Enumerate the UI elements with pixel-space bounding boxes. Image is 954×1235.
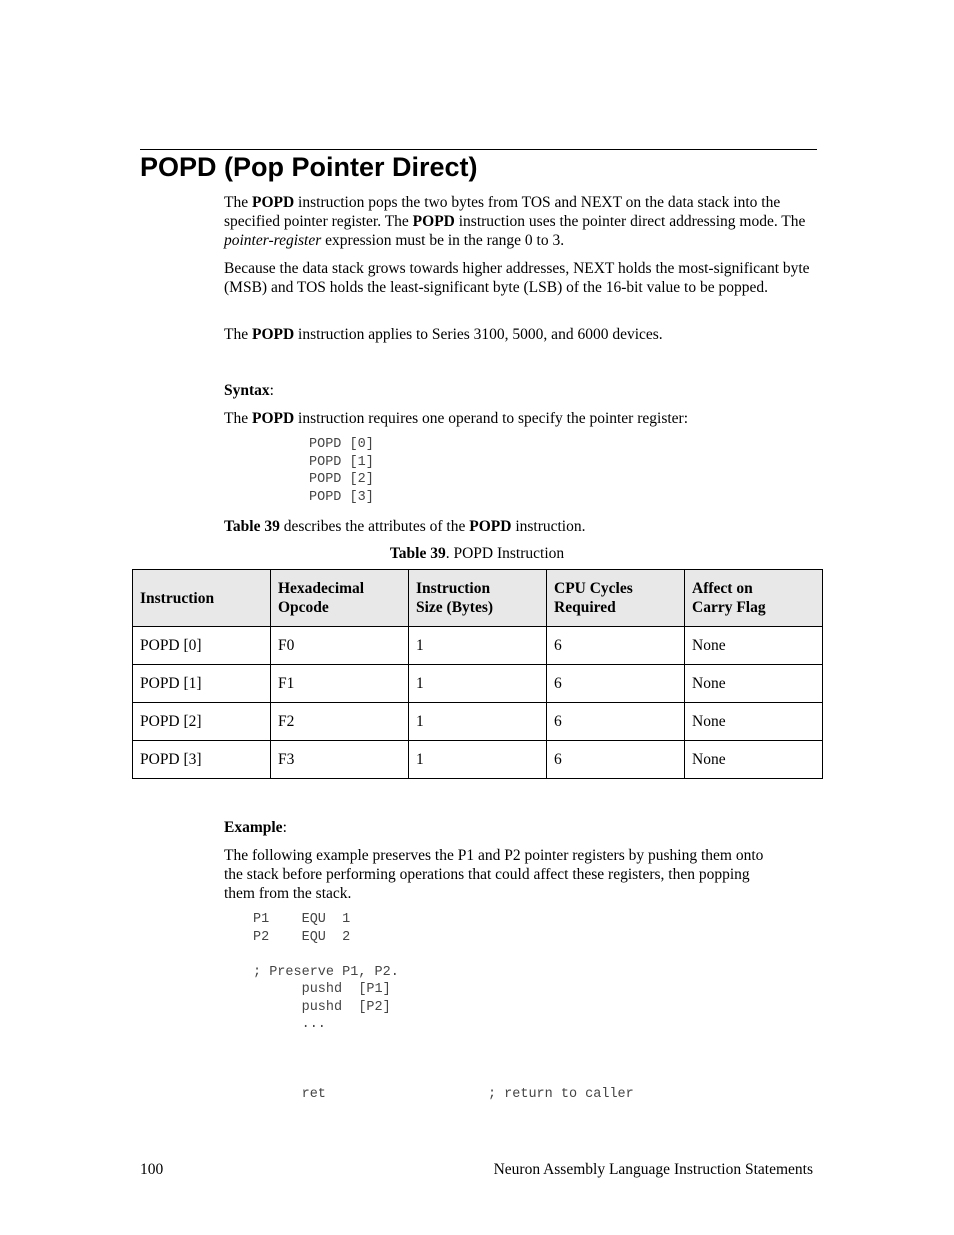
cell-size: 1 <box>409 665 547 703</box>
page-title: POPD (Pop Pointer Direct) <box>140 152 478 182</box>
cell-size: 1 <box>409 703 547 741</box>
header-carry-flag: Affect on Carry Flag <box>685 570 823 627</box>
table-row <box>133 665 823 703</box>
syntax-heading: Syntax: <box>224 382 274 399</box>
example-description: The following example preserves the P1 and P2 pointer registers by pushing them onto the stack before performing operations that could affect these registers, then popping them from the stack. <box>224 847 764 902</box>
cell-instruction: POPD [1] <box>133 665 271 703</box>
page-number: 100 <box>140 1161 164 1178</box>
footer-section-title: Neuron Assembly Language Instruction Statements <box>493 1161 813 1178</box>
header-size: Instruction Size (Bytes) <box>409 570 547 627</box>
intro-paragraph-3: The POPD instruction applies to Series 3100, 5000, and 6000 devices. <box>224 326 663 343</box>
header-opcode: Hexadecimal Opcode <box>271 570 409 627</box>
cell-instruction: POPD [3] <box>133 741 271 779</box>
cell-carry-flag: None <box>685 703 823 741</box>
cell-opcode: F2 <box>271 703 409 741</box>
cell-cycles: 6 <box>547 703 685 741</box>
intro-paragraph-2: Because the data stack grows towards higher addresses, NEXT holds the most-significant byte (MSB) and TOS holds the least-significant byte (LSB) of the 16-bit value to be popped. <box>224 260 810 296</box>
cell-opcode: F3 <box>271 741 409 779</box>
table-row <box>133 741 823 779</box>
intro-paragraph-1: The POPD instruction pops the two bytes from TOS and NEXT on the data stack into the specified pointer register. The POPD instruction uses the pointer direct addressing mode. The pointer-register expression must be in the range 0 to 3. <box>224 194 806 249</box>
cell-carry-flag: None <box>685 627 823 665</box>
cell-instruction: POPD [0] <box>133 627 271 665</box>
table-header-row <box>133 570 823 627</box>
header-instruction: Instruction <box>133 570 271 627</box>
cell-carry-flag: None <box>685 741 823 779</box>
cell-instruction: POPD [2] <box>133 703 271 741</box>
table-row <box>133 627 823 665</box>
table-caption: Table 39. POPD Instruction <box>389 545 565 562</box>
cell-cycles: 6 <box>547 627 685 665</box>
syntax-code-block: POPD [0] POPD [1] POPD [2] POPD [3] <box>309 437 374 505</box>
cell-carry-flag: None <box>685 665 823 703</box>
example-code-block: P1 EQU 1 P2 EQU 2 ; Preserve P1, P2. pushd [P1] pushd [P2] ... ret ; return to caller <box>253 912 634 1102</box>
table-reference: Table 39 describes the attributes of the POPD instruction. <box>224 518 586 535</box>
syntax-description: The POPD instruction requires one operand to specify the pointer register: <box>224 410 689 427</box>
header-cycles: CPU Cycles Required <box>547 570 685 627</box>
cell-opcode: F0 <box>271 627 409 665</box>
instruction-attributes-table <box>132 569 823 779</box>
cell-cycles: 6 <box>547 665 685 703</box>
cell-cycles: 6 <box>547 741 685 779</box>
cell-size: 1 <box>409 627 547 665</box>
cell-opcode: F1 <box>271 665 409 703</box>
table-row <box>133 703 823 741</box>
example-heading: Example: <box>224 819 287 836</box>
cell-size: 1 <box>409 741 547 779</box>
